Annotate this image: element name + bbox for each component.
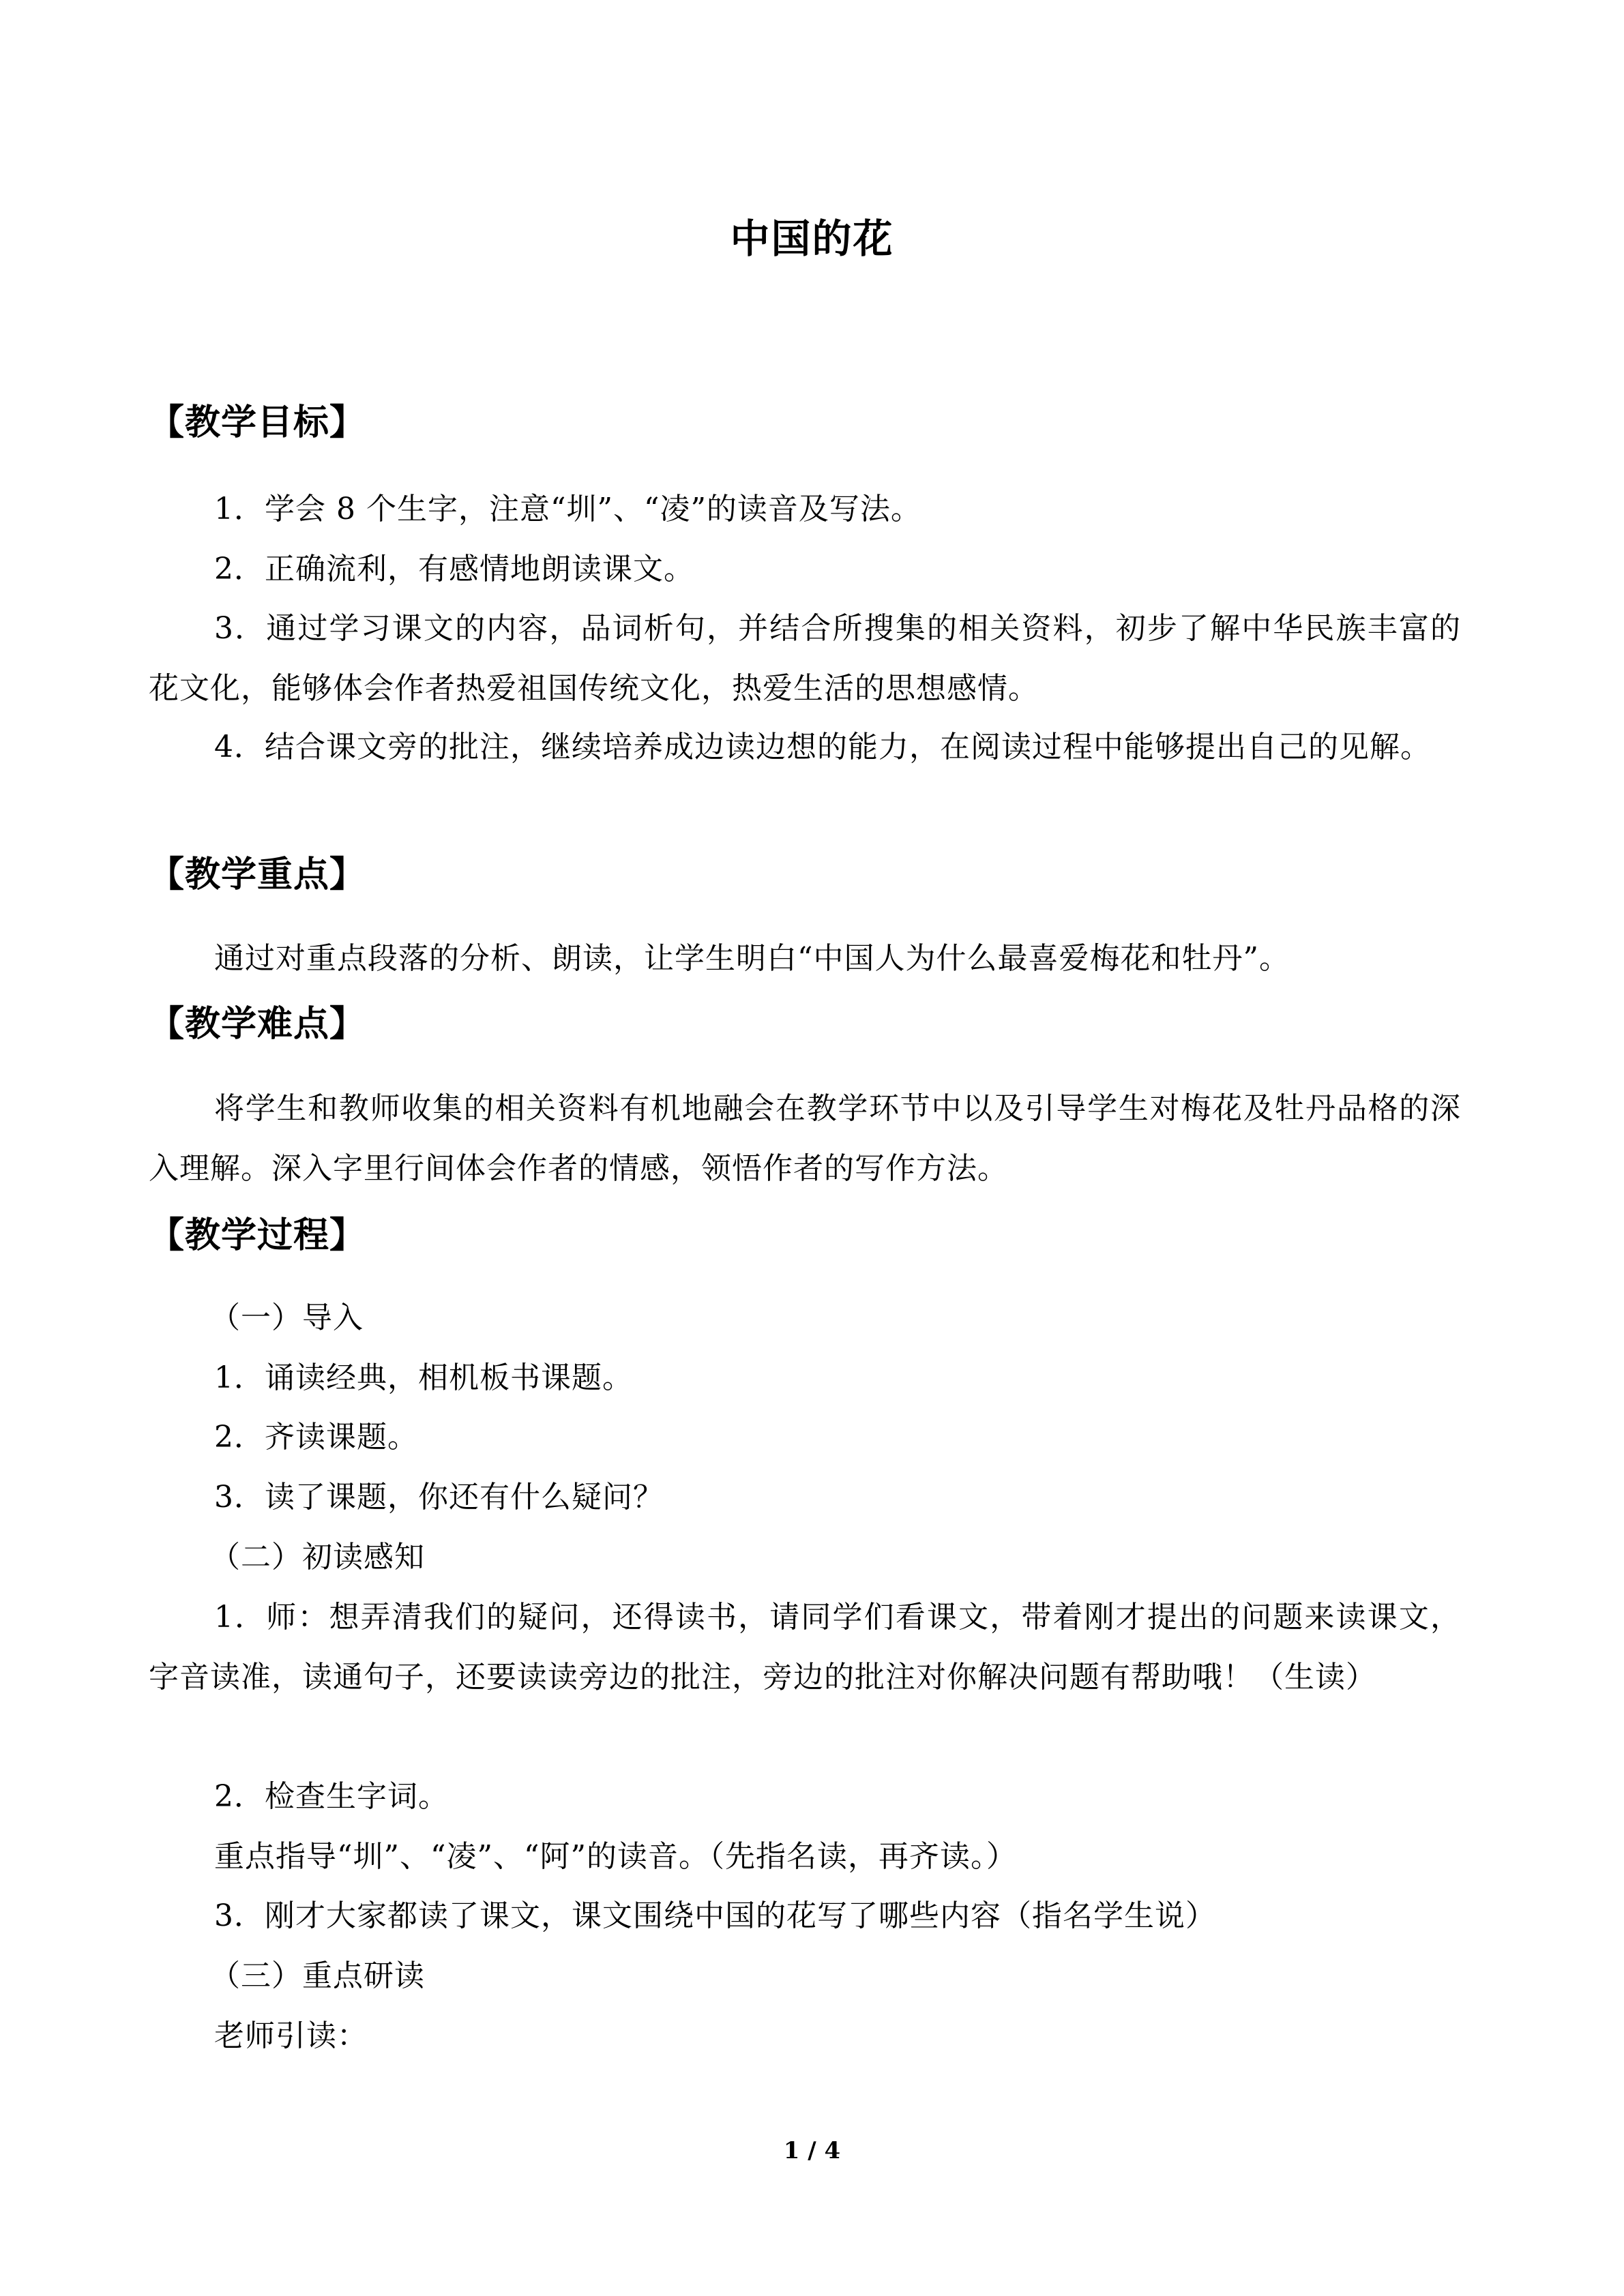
process-part2-title: （二）初读感知 <box>210 1540 425 1575</box>
process-part1-title: （一）导入 <box>210 1300 364 1335</box>
process-part3-title: （三）重点研读 <box>210 1958 425 1993</box>
process-part2-item-2: 2．检查生字词。 <box>214 1779 449 1814</box>
objective-item-3: 3．通过学习课文的内容，品词析句，并结合所搜集的相关资料，初步了解中华民族丰富的花文化，能够体会作者热爱祖国传统文化，热爱生活的思想感情。 <box>149 611 1461 706</box>
section-heading-key-points: 【教学重点】 <box>149 854 366 895</box>
objective-item-4: 4．结合课文旁的批注，继续培养成边读边想的能力，在阅读过程中能够提出自己的见解。 <box>214 730 1431 764</box>
process-part2-item-3: 3．刚才大家都读了课文，课文围绕中国的花写了哪些内容（指名学生说） <box>214 1898 1216 1933</box>
difficulties-text: 将学生和教师收集的相关资料有机地融会在教学环节中以及引导学生对梅花及牡丹品格的深入理解。深入字里行间体会作者的情感，领悟作者的写作方法。 <box>149 1091 1461 1186</box>
process-part2-item-2-note: 重点指导“圳”、“凌”、“阿”的读音。（先指名读，再齐读。） <box>214 1839 1017 1874</box>
process-part1-item-2: 2．齐读课题。 <box>214 1420 418 1455</box>
process-part1-item-1: 1．诵读经典，相机板书课题。 <box>214 1360 633 1395</box>
objective-item-2: 2．正确流利，有感情地朗读课文。 <box>214 552 694 586</box>
section-heading-difficulties: 【教学难点】 <box>149 1003 366 1045</box>
document-title: 中国的花 <box>730 215 894 262</box>
process-part2-item-1: 1．师：想弄清我们的疑问，还得读书，请同学们看课文，带着刚才提出的问题来读课文，字音读准，读通句子，还要读读旁边的批注，旁边的批注对你解决问题有帮助哦！（生读） <box>149 1600 1461 1695</box>
process-part3-line: 老师引读： <box>214 2018 368 2053</box>
key-points-text: 通过对重点段落的分析、朗读，让学生明白“中国人为什么最喜爱梅花和牡丹”。 <box>214 941 1290 976</box>
section-heading-process: 【教学过程】 <box>149 1214 366 1256</box>
objective-item-1: 1．学会 8 个生字，注意“圳”、“凌”的读音及写法。 <box>214 492 921 526</box>
page-number: 1 / 4 <box>783 2137 841 2164</box>
section-heading-objectives: 【教学目标】 <box>149 402 366 443</box>
process-part1-item-3: 3．读了课题，你还有什么疑问？ <box>214 1480 664 1515</box>
